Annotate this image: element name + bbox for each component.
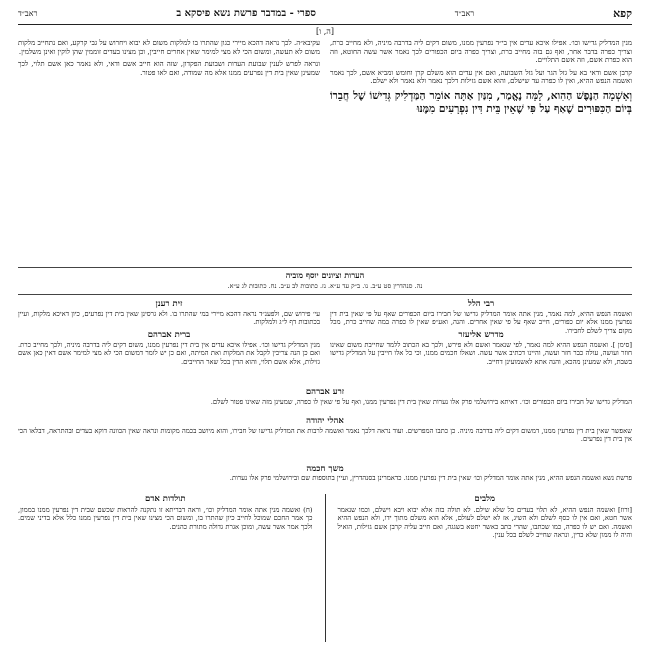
commentary-section [18, 387, 632, 414]
commentary-title: רבי הלל [467, 299, 495, 309]
column-divider [325, 494, 326, 642]
main-right-para-2: קרבן אשם ודאי בא על גזל הגר ועל גזל השבועה, ואם אין עדים הוא משלם קרן וחומש ומביא אשם, לכך נאמר ואשמה הנפש ההיא, ואין לו כפרה עד שישלם, והוא אשם גזילות דלכך נאמר ולא נאמר ולא ישלם. [330, 68, 632, 86]
commentary-text: [ורוז] ואשמה הנפש ההיא, לא תלוי בעדים כל שלא שילם. לא תולה בזה אלא יבוא ויבא וישלם, וכמו שנאמר אשר חטא, ואם אין לו כסף לשלם ולא השיג, אז לא ישלם לעולם, אלא הוא משלם מתוך ידו, ולא הנפש ההיא ואשמה. ואם יש לו כפרה, כמו שכתבו, שהרי כתב כאשר יחטא בשגגה, ואם חייב עליה קרבן אשם גזילות, הואיל והיה לו ממון שלא כדין, ונראה שחייב לשלם בכל ענין. [337, 506, 632, 539]
bottom-right-column [338, 494, 633, 642]
main-left-para-2: ונראה לפרש לענין שבועת העדות ושבועת הפקדון, שזה הוא חייב אשם ודאי, ולא נאמר כאן אשם תלוי, לכך שמעינן שאין בית דין נפרעים ממנו אלא מה שמודה, ואם לאו פטור. [18, 60, 320, 77]
page-number: קפא [613, 7, 632, 20]
bottom-left-column [18, 494, 313, 642]
commentary-section [18, 464, 632, 491]
commentary-text: מנין המדליק גדישו וכו׳. אפילו איכא עדים אין בית דין נפרעין ממנו, משום דקים ליה בדרבה מיניה, ולכך מחייב כרת. ואם כן הנה צריכין לקבל את המלקות ואת המיתה, ואם כן יש לומר דמשום הכי לא מצי למימר אשם דאין כאן אשם גזילות, אלא אשם תלוי, והוא הדין בכל שאר החייבים. [18, 341, 320, 366]
commentary-section [18, 416, 632, 451]
commentary-row-2 [18, 328, 632, 385]
commentary-text: ואשמה הנפש ההיא, למה נאמר, מנין אתה אומר המדליק גדישו של חבירו ביום הכפורים שאף על פי שאין בית דין נפרעין ממנו אלא יום כפורים, חייב שאף על פי שאין אחרים. והנה, ואע״פ שאין לו כפרה במה שחייב כרת, מכל מקום צריך לשלם לחבירו. [330, 310, 632, 335]
commentary-text: המדליק גדישו של חבירו ביום הכפורים וכו׳. דאיתא בירושלמי פרק אלו נערות שאין בית דין נפרעין ממנו, ואף על פי שאין לו כפרה, שמעינן מזה שאינו פטור לשלם. [210, 398, 632, 406]
commentary-title: תולדות אדם [144, 494, 186, 504]
commentary-text: עי׳ פירוש שם, ולפענ״ד נראה דהכא מיירי במי שהתרו בו. ולא גרסינן שאין בית דין נפרעים, כיון דאיכא מלקות, ועיין בכתובות דף ל״ג ולמלקות. [18, 310, 320, 327]
divider [18, 294, 632, 295]
commentary-title: משך חכמה [306, 464, 344, 474]
commentary-text: [סימן ]. ואשמה הנפש ההיא למה נאמר, לפי שנאמר ואשם ולא פירש, ולכך בא הכתוב ללמד שחייבת משום שאינו חוזר ועושה, עולה כבר חזר ועשה, והיינו דכתיב אשר עשה. ושאלו חכמים ממנו, וכי כל אלו חייבין על המדליק גדישו בשבת, ולא שמעינן מהכא, והנה אתא לאשמועינן דחייב. [330, 341, 632, 366]
main-verse: וְאָשְׁמָה הַנֶּפֶשׁ הַהִוא, לָמָּה נֶאֱמַר, מִנַּיִן אַתָּה אוֹמֵר הַמַּדְלִיק גְּדִישׁוֹ שֶׁל חֲבֵרוֹ בְּיוֹם הַכִּפּוּרִים שֶׁאַף עַל פִּי שֶׁאֵין בֵּית דִּין נִפְרָעִים מִמֶּנּוּ [330, 89, 632, 115]
commentary-text: (ח) ואשמה מנין אתה אומר המדליק וכו׳, וראה דבריתא זו נתקנה להראות שכשם שבית דין נפרעין ממנו בממון, כך אמר החכם שמוכל לחייב כיון שהתרו בו, ומשום הכי מצינו שאין בית דין נפרעין ממנו כלל אלא בדיני שמים. ולכך אמר אשר עשה, ומוכן אגרת גדולה מתורת כהנים. [18, 506, 313, 531]
running-header [18, 6, 632, 25]
main-text [18, 39, 632, 263]
commentary-text: שאפשר שאין בית דין נפרעין ממנו, דמשום דקים ליה בדרבה מיניה. כן כתבו המפרשים. ועוד נראה דלכך נאמר ואשמה לרבות את המדליק גדישו של חבירו, והוא מיושב בכמה מקומות ונראה שאין הכוונה דוקא בעדים ובהתראה, דבלאו הכי אין בית דין נפרעים. [18, 427, 633, 444]
main-left-para-1: עקיבא״ה. לכך נראה דהכא מיירי כגון שהתרו בו למלקות משום לא יבוא ויחרוש על גבי קרקע, ואם נתחייב מלקות משום לא תעשה, ומשום הכי לא מצי למימר שאין אחרים חייבין, וכן מצינו בעדים זוממין שהן לוקין ואינן משלמין. [18, 39, 320, 56]
commentary-title: זרע אברהם [305, 387, 345, 397]
commentary-title: מלבים [474, 494, 496, 504]
commentary-text: פרשת נשא ואשמה הנפש ההיא, מנין אתה אומר המדליק וכו׳ שאין בית דין נפרעין ממנו. כדאמרינן בסנהדרין, ועיין בתוספות שם ובירושלמי פרק אלו נערות. [229, 474, 632, 482]
commentary-section [18, 297, 320, 326]
commentary-title: מדרש אליעזר [458, 330, 504, 340]
main-left-column [18, 39, 320, 263]
verse-reference: [ה, ו] [316, 27, 334, 36]
commentary-title: זית רענן [155, 299, 183, 309]
notes-title: הערות וציונים יוסף מוביה [285, 270, 365, 280]
bottom-commentaries [18, 464, 632, 642]
main-right-column [330, 39, 632, 263]
main-right-para-1: מנין המדליק גדישו וכו׳. אפילו איכא עדים אין בי״ד נפרעין ממנו, משום דקים ליה בדרבה מיניה, ולא מחייב כרת, וצריך כפרה בדבר אחר, ואף גם בזה מחייב כרת, וצריך כפרה ביום הכפורים לכך נאמר אשר עשה החוטא, וזה הוא כפרת אשם, וזה אשם התלויים. [330, 39, 632, 65]
page-title: ספרי - במדבר פרשת נשא פיסקא ב [176, 8, 316, 19]
commentary-section [18, 328, 320, 383]
header-side-right: ראב״ד [454, 9, 475, 18]
notes-text: נה. סנהדרין סט ע״ב. נו. ב״ק עד ע״א. נז. כתובות לב ע״ב. נח. כתובות לג ע״א. [227, 282, 423, 290]
commentary-title: אהלי יהודה [306, 416, 344, 426]
header-side-left: ראב״ד [18, 9, 38, 18]
commentary-section [330, 328, 632, 383]
divider [18, 267, 632, 268]
commentary-title: ברית אברהם [147, 330, 191, 340]
